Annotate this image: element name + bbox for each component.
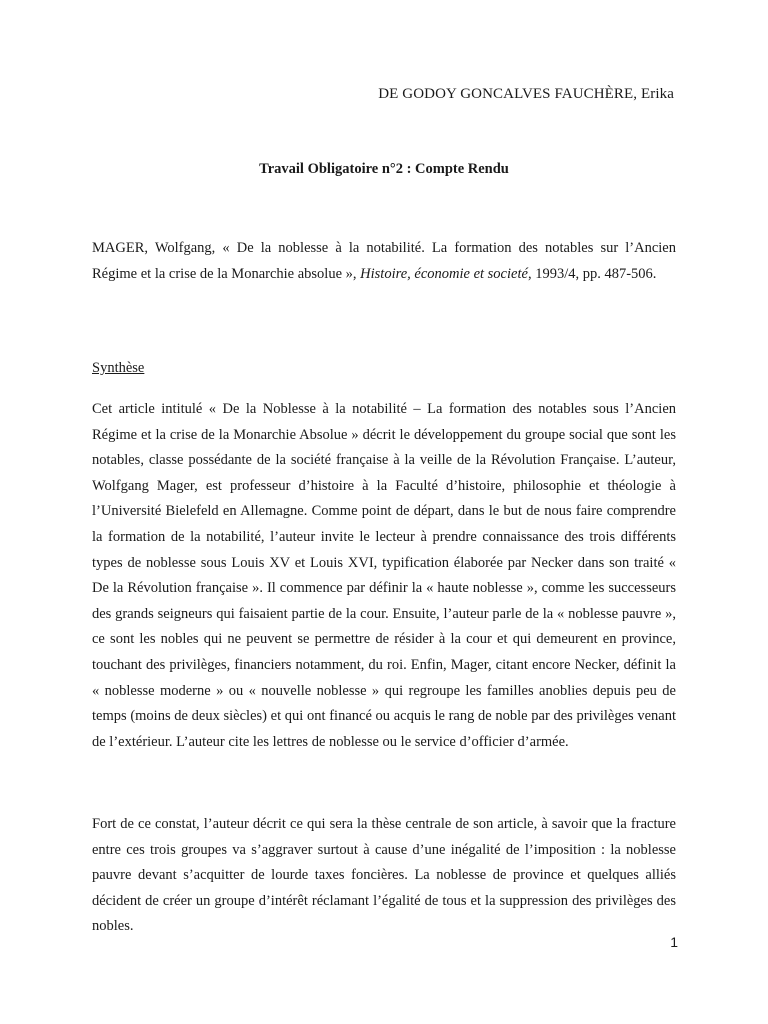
reference-details: , 1993/4, pp. 487-506. (527, 265, 657, 282)
author-name: DE GODOY GONCALVES FAUCHÈRE, Erika (378, 86, 674, 102)
bibliographic-reference (92, 236, 676, 287)
paragraph-1: Cet article intitulé « De la Noblesse à la notabilité – La formation des notables sous l’Ancien Régime et la crise de la Monarchie Absolue » décrit le développement du groupe social que sont les notables, classe possédante de la société française à la veille de la Révolution Française. L’auteur, Wolfgang Mager, est professeur d’histoire à la Faculté d’histoire, philosophie et théologie à l’Université Bielefeld en Allemagne. Comme point de départ, dans le but de nous faire comprendre la formation de la notabilité, l’auteur invite le lecteur à prendre connaissance des trois différents types de noblesse sous Louis XV et Louis XVI, typification élaborée par Necker dans son traité « De la Révolution française ». Il commence par définir la « haute noblesse », comme les successeurs des grands seigneurs qui faisaient partie de la cour. Ensuite, l’auteur parle de la « noblesse pauvre », ce sont les nobles qui ne peuvent se permettre de résider à la cour et qui demeurent en province, touchant des privilèges, financiers notamment, du roi. Enfin, Mager, citant encore Necker, définit la « noblesse moderne » ou « nouvelle noblesse » qui regroupe les familles anoblies depuis peu de temps (moins de deux siècles) et qui ont financé ou acquis le rang de noble par des privilèges venant de l’extérieur. L’auteur cite les lettres de noblesse ou le service d’officier d’armée. (92, 401, 676, 750)
paragraph-2: Fort de ce constat, l’auteur décrit ce qui sera la thèse centrale de son article, à savoir que la fracture entre ces trois groupes va s’aggraver surtout à cause d’une inégalité de l’imposition : la noblesse pauvre devant s’acquitter de lourde taxes foncières. La noblesse de province et quelques alliés décident de créer un groupe d’intérêt réclamant l’égalité de tous et la suppression des privilèges des nobles. (92, 816, 676, 935)
reference-text: MAGER, Wolfgang, « De la noblesse à la notabilité. La formation des notables sur l’Ancien Régime et la crise de la Monarchie absolue », (92, 240, 676, 282)
section-heading: Synthèse (92, 360, 145, 376)
reference-journal: Histoire, économie et societé (360, 265, 528, 282)
document-title: Travail Obligatoire n°2 : Compte Rendu (259, 161, 509, 177)
page-number: 1 (670, 934, 678, 950)
